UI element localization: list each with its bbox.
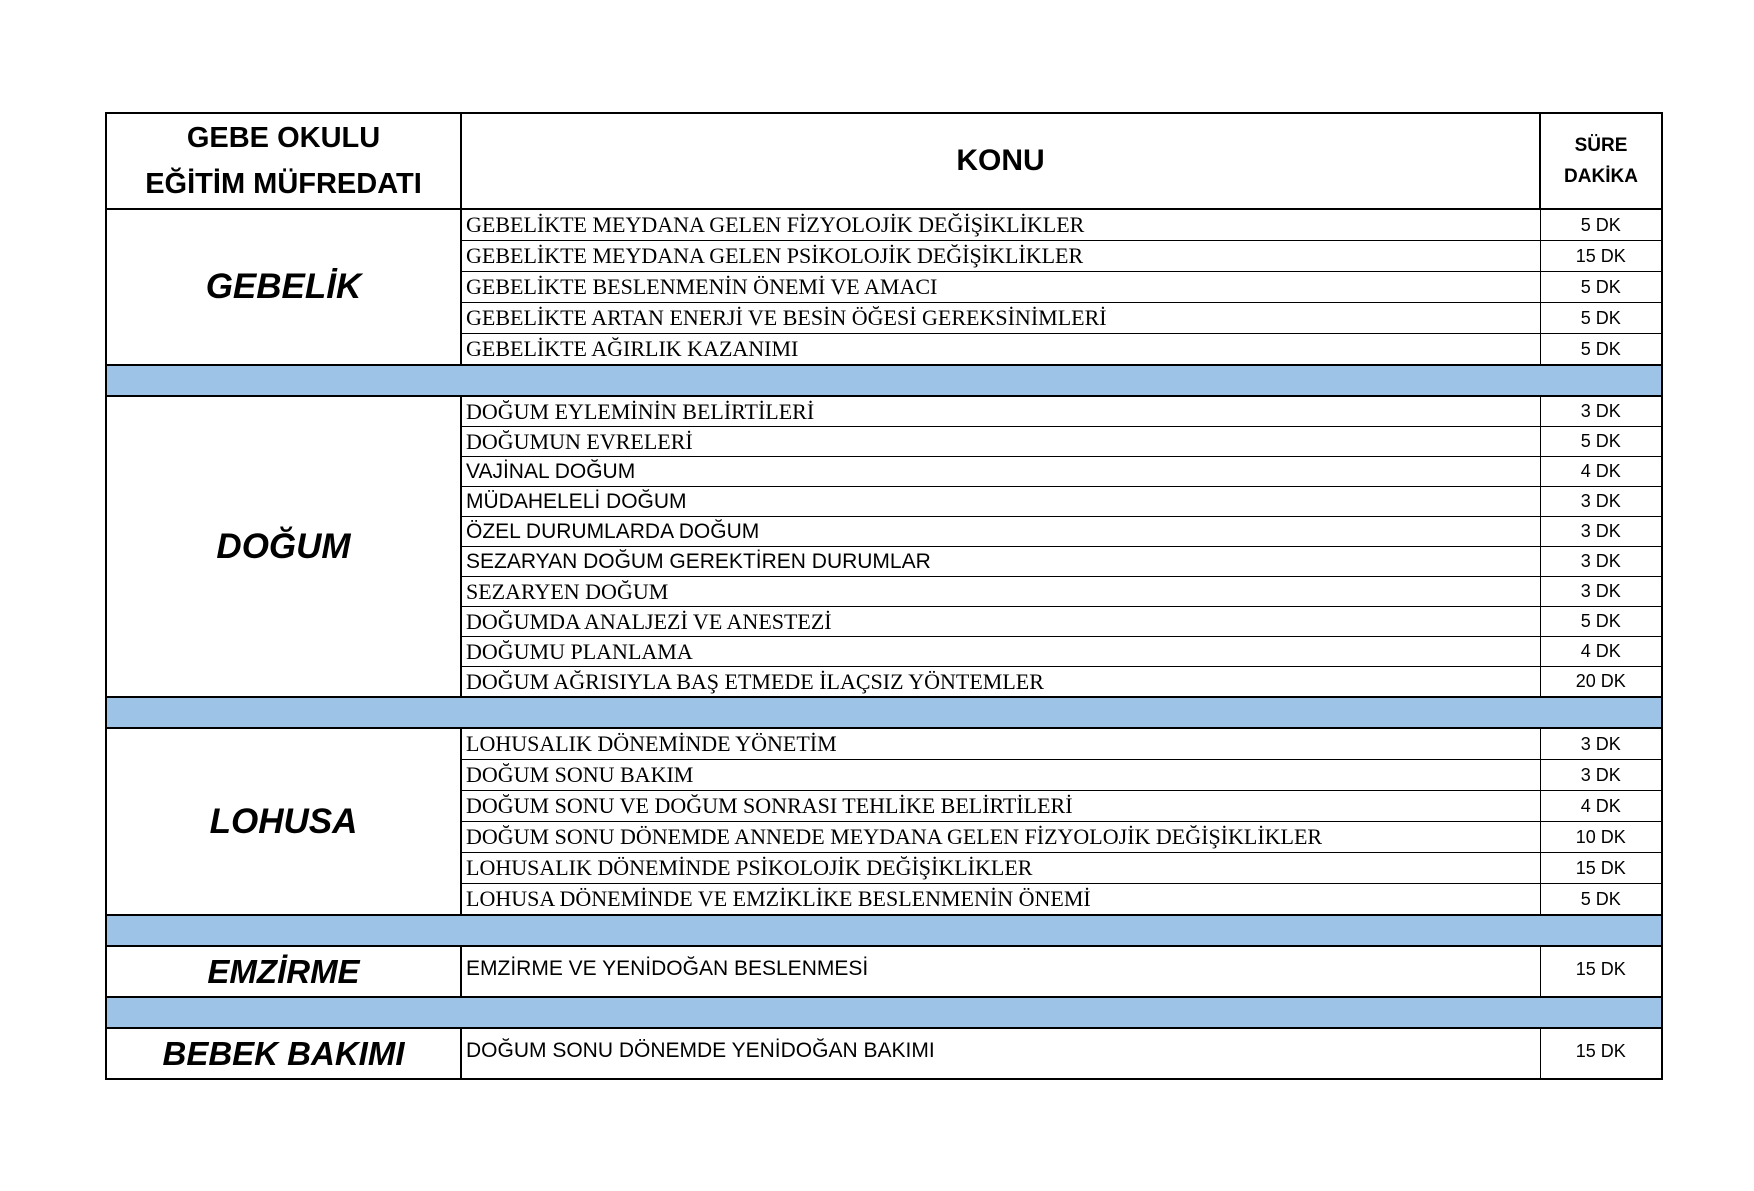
topic-cell: DOĞUM EYLEMİNİN BELİRTİLERİ	[461, 396, 1540, 427]
topic-cell: SEZARYEN DOĞUM	[461, 577, 1540, 607]
header-row	[106, 113, 1662, 209]
section-label-gebelik: GEBELİK	[106, 209, 461, 365]
duration-header-line-2: DAKİKA	[1564, 166, 1638, 187]
duration-cell: 3 DK	[1540, 517, 1662, 547]
section-label-bebek-bakimi: BEBEK BAKIMI	[106, 1028, 461, 1079]
duration-cell: 3 DK	[1540, 487, 1662, 517]
topic-cell: GEBELİKTE MEYDANA GELEN PSİKOLOJİK DEĞİŞİKLİKLER	[461, 241, 1540, 272]
topic-cell: LOHUSALIK DÖNEMİNDE PSİKOLOJİK DEĞİŞİKLİKLER	[461, 853, 1540, 884]
topic-cell: GEBELİKTE ARTAN ENERJİ VE BESİN ÖĞESİ GEREKSİNİMLERİ	[461, 303, 1540, 334]
duration-cell: 5 DK	[1540, 209, 1662, 241]
topic-cell: MÜDAHELELİ DOĞUM	[461, 487, 1540, 517]
duration-cell: 20 DK	[1540, 667, 1662, 698]
topic-cell: DOĞUM SONU DÖNEMDE ANNEDE MEYDANA GELEN FİZYOLOJİK DEĞİŞİKLİKLER	[461, 822, 1540, 853]
topic-cell: LOHUSA DÖNEMİNDE VE EMZİKLİKE BESLENMENİN ÖNEMİ	[461, 884, 1540, 916]
topic-cell: LOHUSALIK DÖNEMİNDE YÖNETİM	[461, 728, 1540, 760]
duration-cell: 3 DK	[1540, 547, 1662, 577]
topic-cell: EMZİRME VE YENİDOĞAN BESLENMESİ	[461, 946, 1540, 997]
table-row	[106, 946, 1662, 997]
duration-cell: 15 DK	[1540, 1028, 1662, 1079]
duration-cell: 15 DK	[1540, 946, 1662, 997]
section-label-emzirme: EMZİRME	[106, 946, 461, 997]
section-separator	[106, 915, 1662, 946]
table-row	[106, 209, 1662, 241]
section-label-dogum: DOĞUM	[106, 396, 461, 697]
duration-cell: 15 DK	[1540, 853, 1662, 884]
topic-cell: SEZARYAN DOĞUM GEREKTİREN DURUMLAR	[461, 547, 1540, 577]
table-row	[106, 728, 1662, 760]
topic-cell: DOĞUMU PLANLAMA	[461, 637, 1540, 667]
topic-cell: GEBELİKTE AĞIRLIK KAZANIMI	[461, 334, 1540, 366]
duration-cell: 5 DK	[1540, 303, 1662, 334]
topic-cell: DOĞUM AĞRISIYLA BAŞ ETMEDE İLAÇSIZ YÖNTEMLER	[461, 667, 1540, 698]
topic-cell: DOĞUM SONU DÖNEMDE YENİDOĞAN BAKIMI	[461, 1028, 1540, 1079]
duration-cell: 5 DK	[1540, 607, 1662, 637]
topic-cell: DOĞUM SONU VE DOĞUM SONRASI TEHLİKE BELİRTİLERİ	[461, 791, 1540, 822]
table-row	[106, 396, 1662, 427]
section-separator	[106, 697, 1662, 728]
duration-cell: 3 DK	[1540, 760, 1662, 791]
section-separator	[106, 997, 1662, 1028]
topic-cell: ÖZEL DURUMLARDA DOĞUM	[461, 517, 1540, 547]
topic-cell: DOĞUMDA ANALJEZİ VE ANESTEZİ	[461, 607, 1540, 637]
curriculum-table	[105, 112, 1663, 1080]
curriculum-title	[106, 113, 461, 209]
duration-header-line-1: SÜRE	[1574, 135, 1628, 156]
duration-cell: 3 DK	[1540, 728, 1662, 760]
topic-cell: DOĞUMUN EVRELERİ	[461, 427, 1540, 457]
topic-cell: DOĞUM SONU BAKIM	[461, 760, 1540, 791]
topic-cell: GEBELİKTE MEYDANA GELEN FİZYOLOJİK DEĞİŞİKLİKLER	[461, 209, 1540, 241]
duration-cell: 15 DK	[1540, 241, 1662, 272]
topic-cell: VAJİNAL DOĞUM	[461, 457, 1540, 487]
topic-column-header: KONU	[461, 113, 1540, 209]
duration-cell: 5 DK	[1540, 427, 1662, 457]
duration-cell: 5 DK	[1540, 334, 1662, 366]
title-line-2: EĞİTİM MÜFREDATI	[145, 168, 422, 200]
topic-cell: GEBELİKTE BESLENMENİN ÖNEMİ VE AMACI	[461, 272, 1540, 303]
duration-cell: 3 DK	[1540, 396, 1662, 427]
duration-cell: 5 DK	[1540, 272, 1662, 303]
duration-cell: 4 DK	[1540, 457, 1662, 487]
duration-cell: 10 DK	[1540, 822, 1662, 853]
duration-cell: 3 DK	[1540, 577, 1662, 607]
section-label-lohusa: LOHUSA	[106, 728, 461, 915]
duration-cell: 4 DK	[1540, 791, 1662, 822]
table-row	[106, 1028, 1662, 1079]
duration-cell: 4 DK	[1540, 637, 1662, 667]
duration-column-header	[1540, 113, 1662, 209]
section-separator	[106, 365, 1662, 396]
duration-cell: 5 DK	[1540, 884, 1662, 916]
title-line-1: GEBE OKULU	[186, 122, 381, 154]
